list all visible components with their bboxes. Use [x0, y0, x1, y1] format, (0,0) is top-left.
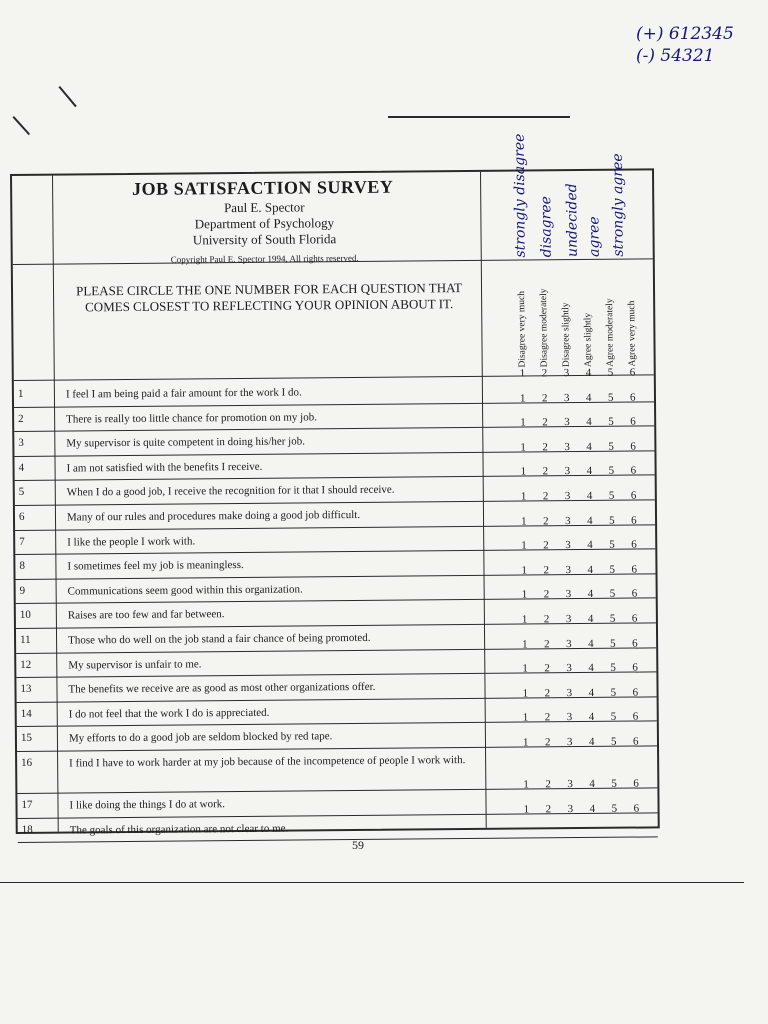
rating-option[interactable]: 1: [520, 416, 526, 429]
rating-option[interactable]: 5: [610, 711, 617, 724]
column-label: Disagree slightly: [561, 302, 572, 368]
page-number: 59: [352, 838, 364, 852]
survey-university: University of South Florida: [192, 231, 337, 248]
rating-option[interactable]: 5: [609, 563, 616, 576]
survey-copyright: Copyright Paul E. Spector 1994, All rights reserved.: [170, 252, 359, 265]
survey-instruction: PLEASE CIRCLE THE ONE NUMBER FOR EACH QUESTION THAT COMES CLOSEST TO REFLECTING YOUR OPINION ABOUT IT.: [75, 280, 463, 315]
rating-option[interactable]: 4: [587, 588, 594, 601]
rating-option[interactable]: 4: [589, 802, 596, 815]
rating-option[interactable]: 3: [564, 514, 571, 527]
rating-option[interactable]: 5: [610, 735, 617, 748]
rating-option[interactable]: 4: [588, 735, 595, 748]
handwritten-scale-label: strongly disagree: [511, 133, 529, 258]
survey-department: Department of Psychology: [194, 215, 335, 232]
rating-option[interactable]: 2: [544, 637, 550, 650]
rating-option[interactable]: 4: [588, 686, 595, 699]
handwritten-scale-label: undecided: [564, 183, 581, 258]
rating-option[interactable]: 1: [520, 515, 527, 528]
question-number: 7: [19, 535, 25, 548]
question-text: My supervisor is unfair to me.: [68, 657, 202, 672]
question-text: I find I have to work harder at my job because of the incompetence of people I work with.: [69, 754, 466, 770]
rating-option[interactable]: 4: [587, 563, 594, 576]
row-divider: [15, 475, 655, 482]
column-label: Disagree moderately: [539, 288, 550, 368]
rating-option[interactable]: 3: [567, 802, 574, 815]
rating-option[interactable]: 5: [609, 612, 616, 625]
row-divider: [18, 837, 658, 844]
rating-option[interactable]: 1: [520, 441, 526, 454]
top-rule: [388, 116, 570, 118]
rating-option[interactable]: 6: [631, 612, 638, 625]
rating-option[interactable]: 5: [610, 637, 616, 650]
rating-option[interactable]: 3: [566, 711, 573, 724]
rating-option[interactable]: 6: [632, 661, 638, 674]
row-divider: [16, 647, 656, 654]
question-text: Those who do well on the job stand a fair chance of being promoted.: [68, 631, 371, 647]
rating-option[interactable]: 6: [633, 802, 640, 815]
question-number: 15: [20, 732, 32, 745]
rating-option[interactable]: 1: [520, 465, 527, 478]
column-label: Agree very much: [627, 300, 638, 367]
column-label: Agree slightly: [583, 312, 594, 368]
rating-option[interactable]: 4: [586, 465, 593, 478]
rating-option[interactable]: 3: [566, 686, 573, 699]
rating-option[interactable]: 2: [544, 736, 551, 749]
rating-option[interactable]: 6: [632, 710, 639, 723]
rating-option[interactable]: 5: [608, 489, 615, 502]
rating-option[interactable]: 3: [564, 465, 571, 478]
rating-option[interactable]: 4: [586, 489, 593, 502]
handwritten-scale-label: strongly agree: [609, 153, 627, 257]
rating-option[interactable]: 1: [519, 392, 526, 405]
rating-option[interactable]: 2: [543, 613, 550, 626]
rating-option[interactable]: 5: [611, 802, 618, 815]
rating-option[interactable]: 4: [585, 366, 592, 379]
question-number: 9: [19, 584, 26, 597]
question-number: 3: [18, 437, 24, 450]
rating-option[interactable]: 1: [519, 367, 526, 380]
handwritten-scale-label: agree: [586, 216, 603, 257]
question-text: I feel I am being paid a fair amount for the work I do.: [65, 386, 302, 401]
rating-option[interactable]: 1: [522, 736, 529, 749]
handwritten-scale-label: disagree: [538, 196, 555, 258]
rating-option[interactable]: 4: [586, 416, 592, 429]
questions-divider: [14, 374, 654, 381]
rating-option[interactable]: 2: [545, 802, 552, 815]
row-divider: [16, 598, 656, 605]
row-divider: [16, 622, 656, 629]
rating-option[interactable]: 2: [544, 687, 551, 700]
rating-option[interactable]: 2: [541, 367, 548, 380]
rating-option[interactable]: 6: [631, 538, 637, 551]
question-text: The benefits we receive are as good as most other organizations offer.: [68, 681, 376, 696]
row-divider: [17, 787, 657, 794]
rating-option[interactable]: 3: [566, 736, 573, 749]
question-text: The goals of this organization are not clear to me.: [69, 822, 289, 837]
rating-option[interactable]: 5: [608, 514, 615, 527]
rating-option[interactable]: 6: [632, 637, 638, 650]
row-divider: [18, 812, 658, 819]
rating-option[interactable]: 5: [607, 366, 614, 379]
question-text: My efforts to do a good job are seldom blocked by red tape.: [68, 730, 333, 745]
rating-option[interactable]: 1: [523, 803, 530, 816]
rating-option[interactable]: 6: [632, 686, 639, 699]
rating-option[interactable]: 3: [566, 637, 572, 650]
rating-option[interactable]: 5: [611, 777, 617, 790]
survey-form: [10, 133, 660, 837]
question-number: 2: [18, 412, 24, 425]
rating-option[interactable]: 1: [521, 539, 527, 552]
row-divider: [16, 672, 656, 679]
row-divider: [14, 426, 654, 433]
question-number: 5: [18, 486, 25, 499]
question-number: 10: [19, 609, 31, 622]
rating-option[interactable]: 5: [608, 440, 614, 453]
rating-option[interactable]: 2: [543, 588, 550, 601]
question-text: I like the people I work with.: [67, 534, 196, 549]
question-text: When I do a good job, I receive the recognition for it that I should receive.: [66, 484, 395, 499]
column-label: Disagree very much: [517, 290, 528, 368]
rating-option[interactable]: 1: [523, 778, 529, 791]
rating-option[interactable]: 1: [521, 564, 528, 577]
rating-option[interactable]: 6: [629, 366, 636, 379]
handwritten-score-negative: (-) 54321: [636, 46, 715, 66]
rating-option[interactable]: 3: [565, 613, 572, 626]
rating-option[interactable]: 6: [629, 391, 636, 404]
rating-option[interactable]: 5: [608, 465, 615, 478]
rating-option[interactable]: 2: [542, 514, 549, 527]
row-divider: [15, 524, 655, 531]
row-divider: [17, 721, 657, 728]
rating-option[interactable]: 4: [587, 612, 594, 625]
rating-option[interactable]: 3: [563, 391, 570, 404]
rating-option[interactable]: 2: [544, 711, 551, 724]
question-number: 11: [20, 633, 31, 646]
rating-option[interactable]: 1: [520, 490, 527, 503]
rating-option[interactable]: 2: [542, 465, 549, 478]
rating-option[interactable]: 3: [567, 778, 573, 791]
question-number: 13: [20, 683, 32, 696]
row-divider: [14, 450, 654, 457]
rating-option[interactable]: 2: [542, 416, 548, 429]
question-text: I like doing the things I do at work.: [69, 798, 226, 812]
question-text: My supervisor is quite competent in doing his/her job.: [66, 435, 306, 450]
question-number: 17: [21, 798, 33, 811]
question-text: Raises are too few and far between.: [67, 608, 225, 622]
rating-option[interactable]: 2: [542, 490, 549, 503]
column-label: Agree moderately: [605, 298, 616, 367]
question-text: Communications seem good within this organization.: [67, 583, 303, 598]
rating-option[interactable]: 6: [630, 464, 637, 477]
rating-option[interactable]: 3: [564, 440, 570, 453]
rating-option[interactable]: 5: [607, 391, 614, 404]
rating-option[interactable]: 5: [609, 588, 616, 601]
question-number: 12: [20, 658, 32, 671]
rating-option[interactable]: 1: [522, 711, 529, 724]
rating-option[interactable]: 1: [521, 588, 528, 601]
question-number: 18: [21, 823, 33, 836]
question-number: 6: [18, 510, 25, 523]
rating-option[interactable]: 4: [587, 539, 593, 552]
row-divider: [16, 573, 656, 580]
rating-option[interactable]: 6: [630, 489, 637, 502]
question-text: I sometimes feel my job is meaningless.: [67, 559, 244, 573]
corner-mark-2: [59, 86, 77, 107]
question-text: I am not satisfied with the benefits I receive.: [66, 460, 263, 475]
rating-option[interactable]: 2: [543, 539, 549, 552]
rating-option[interactable]: 4: [589, 777, 595, 790]
question-text: There is really too little chance for promotion on my job.: [66, 410, 317, 426]
survey-author: Paul E. Spector: [223, 199, 305, 216]
rating-option[interactable]: 5: [610, 661, 616, 674]
rating-option[interactable]: 4: [586, 514, 593, 527]
rating-option[interactable]: 5: [610, 686, 617, 699]
rating-option[interactable]: 6: [630, 415, 636, 428]
rating-option[interactable]: 1: [521, 613, 528, 626]
rating-option[interactable]: 6: [630, 514, 637, 527]
rating-option[interactable]: 2: [541, 391, 548, 404]
rating-option[interactable]: 4: [585, 391, 592, 404]
rating-option[interactable]: 6: [630, 440, 636, 453]
rating-option[interactable]: 4: [586, 440, 592, 453]
rating-option[interactable]: 6: [631, 563, 638, 576]
question-number: 14: [20, 707, 32, 720]
rating-option[interactable]: 1: [522, 687, 529, 700]
rating-option[interactable]: 2: [544, 662, 550, 675]
rating-option[interactable]: 3: [564, 490, 571, 503]
question-number: 4: [18, 461, 25, 474]
rating-option[interactable]: 4: [588, 637, 594, 650]
rating-option[interactable]: 3: [565, 588, 572, 601]
question-number: 8: [19, 560, 25, 573]
question-number: 16: [21, 756, 33, 769]
rating-option[interactable]: 2: [543, 564, 550, 577]
rating-option[interactable]: 5: [609, 538, 615, 551]
rating-option[interactable]: 3: [565, 539, 571, 552]
corner-mark: [13, 116, 30, 135]
handwritten-score-positive: (+) 612345: [636, 24, 734, 44]
rating-option[interactable]: 3: [565, 563, 572, 576]
row-divider: [14, 401, 654, 408]
question-text: I do not feel that the work I do is appreciated.: [68, 706, 270, 721]
rating-option[interactable]: 3: [566, 662, 572, 675]
rating-option[interactable]: 5: [608, 415, 614, 428]
question-number: 1: [17, 387, 24, 400]
row-divider: [17, 696, 657, 703]
rating-option[interactable]: 6: [633, 777, 639, 790]
rating-option[interactable]: 6: [632, 735, 639, 748]
row-divider: [15, 549, 655, 556]
question-text: Many of our rules and procedures make doing a good job difficult.: [66, 508, 361, 524]
rating-option[interactable]: 4: [588, 662, 594, 675]
bottom-rule: [0, 882, 744, 883]
survey-title: JOB SATISFACTION SURVEY: [132, 176, 394, 199]
rating-option[interactable]: 6: [631, 587, 638, 600]
rating-option[interactable]: 3: [563, 367, 570, 380]
rating-option[interactable]: 3: [564, 416, 570, 429]
rating-option[interactable]: 1: [522, 638, 528, 651]
rating-option[interactable]: 1: [522, 662, 528, 675]
rating-option[interactable]: 4: [588, 711, 595, 724]
rating-option[interactable]: 2: [545, 778, 551, 791]
row-divider: [15, 499, 655, 506]
rating-option[interactable]: 2: [542, 441, 548, 454]
row-divider: [17, 745, 657, 752]
